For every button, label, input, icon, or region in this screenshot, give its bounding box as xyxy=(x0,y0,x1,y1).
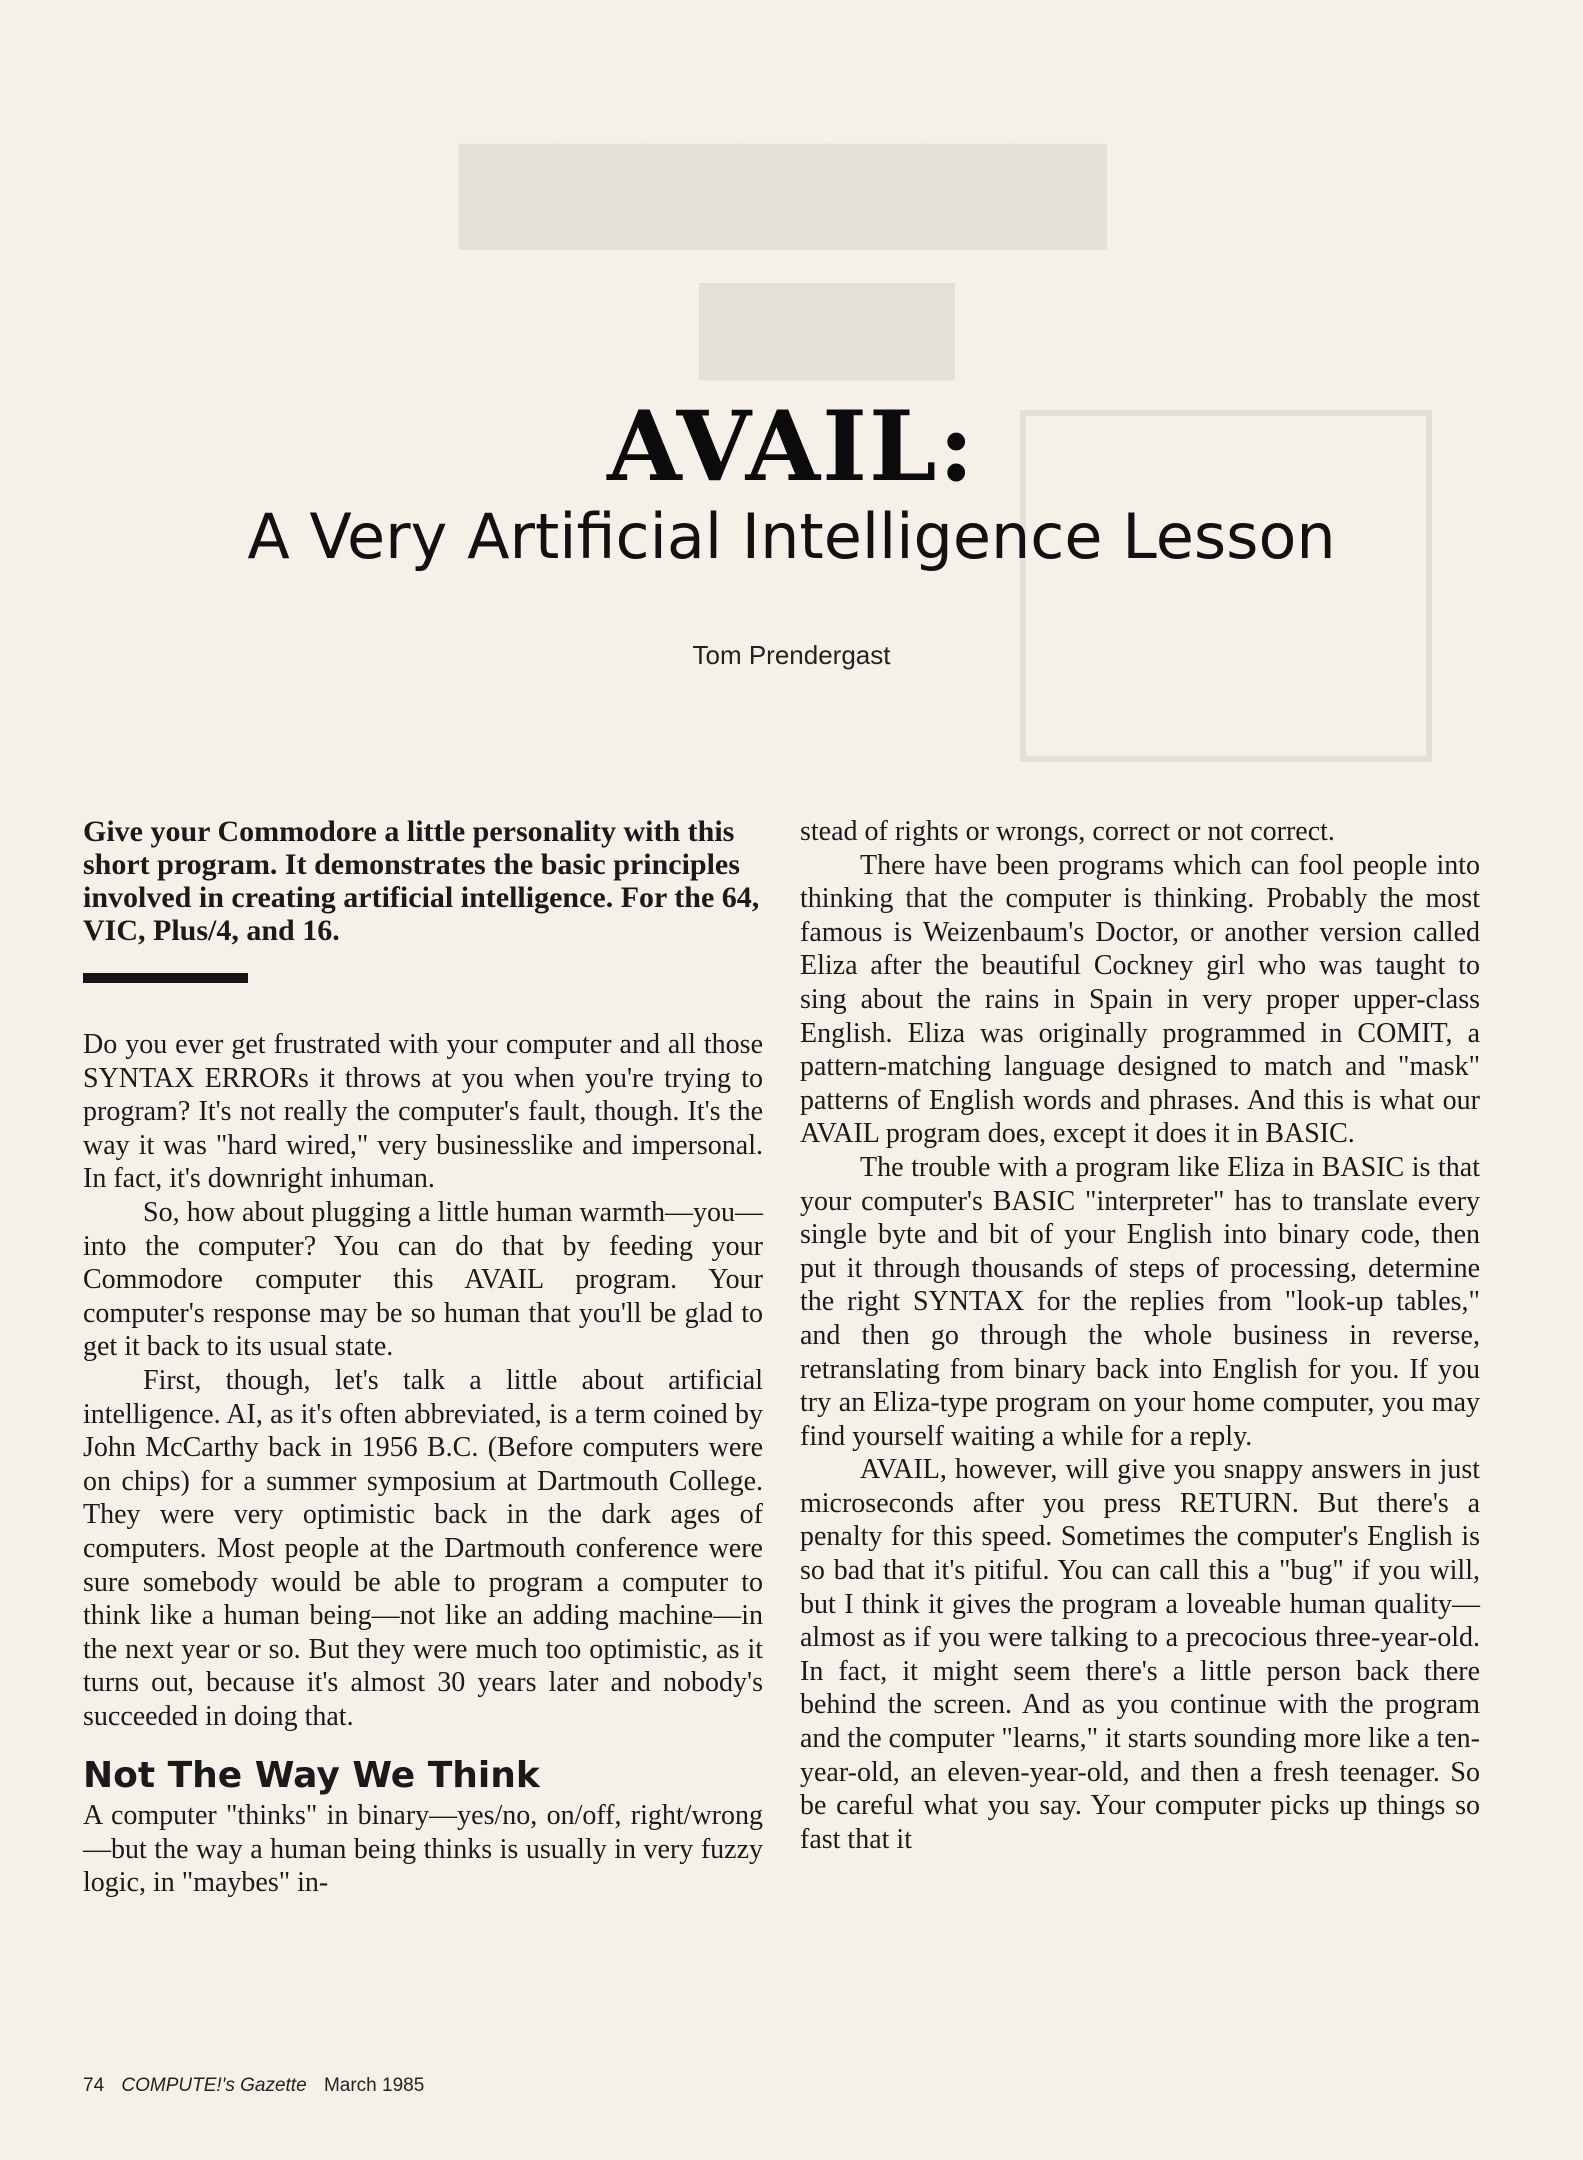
body-paragraph: First, though, let's talk a little about artificial intelligence. AI, as it's often abbreviated, is a term coined by John McCarthy back in 1956 B.C. (Before computers were on chips) for a summer symposium at Dartmouth College. They were very optimistic back in the dark ages of computers. Most people at the Dartmouth conference were sure somebody would be able to program a computer to think like a human being—not like an adding machine—in the next year or so. But they were much too optimistic, as it turns out, because it's almost 30 years later and nobody's succeeded in doing that. xyxy=(83,1364,763,1732)
body-paragraph: A computer "thinks" in binary—yes/no, on/off, right/wrong—but the way a human being thinks is usually in very fuzzy logic, in "maybes" in- xyxy=(83,1800,763,1899)
body-paragraph: So, how about plugging a little human warmth—you—into the computer? You can do that by feeding your Commodore computer this AVAIL program. Your computer's response may be so human that you'll be glad to get it back to its usual state. xyxy=(83,1196,763,1363)
magazine-name: COMPUTE!'s Gazette xyxy=(121,2075,307,2096)
body-paragraph: There have been programs which can fool people into thinking that the computer is thinking. Probably the most famous is Weizenbaum's Doctor, or another version called Eliza after the beautiful Cockney girl who was taught to sing about the rains in Spain in very proper upper-class English. Eliza was originally programmed in COMIT, a pattern-matching language designed to match and "mask" patterns of English words and phrases. And this is what our AVAIL program does, except it does it in BASIC. xyxy=(800,849,1480,1150)
section-subhead: Not The Way We Think xyxy=(83,1755,540,1797)
body-paragraph: AVAIL, however, will give you snappy answers in just microseconds after you press RETURN. But there's a penalty for this speed. Sometimes the computer's English is so bad that it's pitiful. You can call this a "bug" if you will, but I think it gives the program a loveable human quality—almost as if you were talking to a precocious three-year-old. In fact, it might seem there's a little person back there behind the screen. And as you continue with the program and the computer "learns," it starts sounding more like a ten-year-old, an eleven-year-old, and then a fresh teenager. So be careful what you say. Your computer picks up things so fast that it xyxy=(800,1454,1480,1855)
body-paragraph: Do you ever get frustrated with your computer and all those SYNTAX ERRORs it throws at you when you're trying to program? It's not really the computer's fault, though. It's the way it was "hard wired," very businesslike and impersonal. In fact, it's downright inhuman. xyxy=(83,1029,763,1195)
body-paragraph: The trouble with a program like Eliza in BASIC is that your computer's BASIC "interpreter" has to translate every single byte and bit of your English into binary code, then put it through thousands of steps of processing, determine the right SYNTAX for the replies from "look-up tables," and then go through the whole business in reverse, retranslating from binary back into English for you. If you try an Eliza-type program on your home computer, you may find yourself waiting a while for a reply. xyxy=(800,1151,1480,1452)
right-column xyxy=(800,815,1480,1856)
bleed-through-mark: ▆▆▆▆▆▆▆ xyxy=(460,110,1106,249)
left-column xyxy=(83,815,763,1900)
page-footer xyxy=(83,2075,436,2097)
author-byline: Tom Prendergast xyxy=(692,640,891,670)
article-title: AVAIL: xyxy=(607,390,976,503)
article-deck: Give your Commodore a little personality with this short program. It demonstrates the basic principles involved in creating artificial intelligence. For the 64, VIC, Plus/4, and 16. xyxy=(83,815,760,947)
bleed-through-mark: ▆▆▆ xyxy=(700,255,954,377)
article-subtitle: A Very Artificial Intelligence Lesson xyxy=(247,500,1336,573)
deck-rule xyxy=(83,973,248,983)
body-paragraph: stead of rights or wrongs, correct or not correct. xyxy=(800,816,1335,847)
page-number: 74 xyxy=(83,2075,105,2096)
issue-date: March 1985 xyxy=(323,2075,425,2096)
